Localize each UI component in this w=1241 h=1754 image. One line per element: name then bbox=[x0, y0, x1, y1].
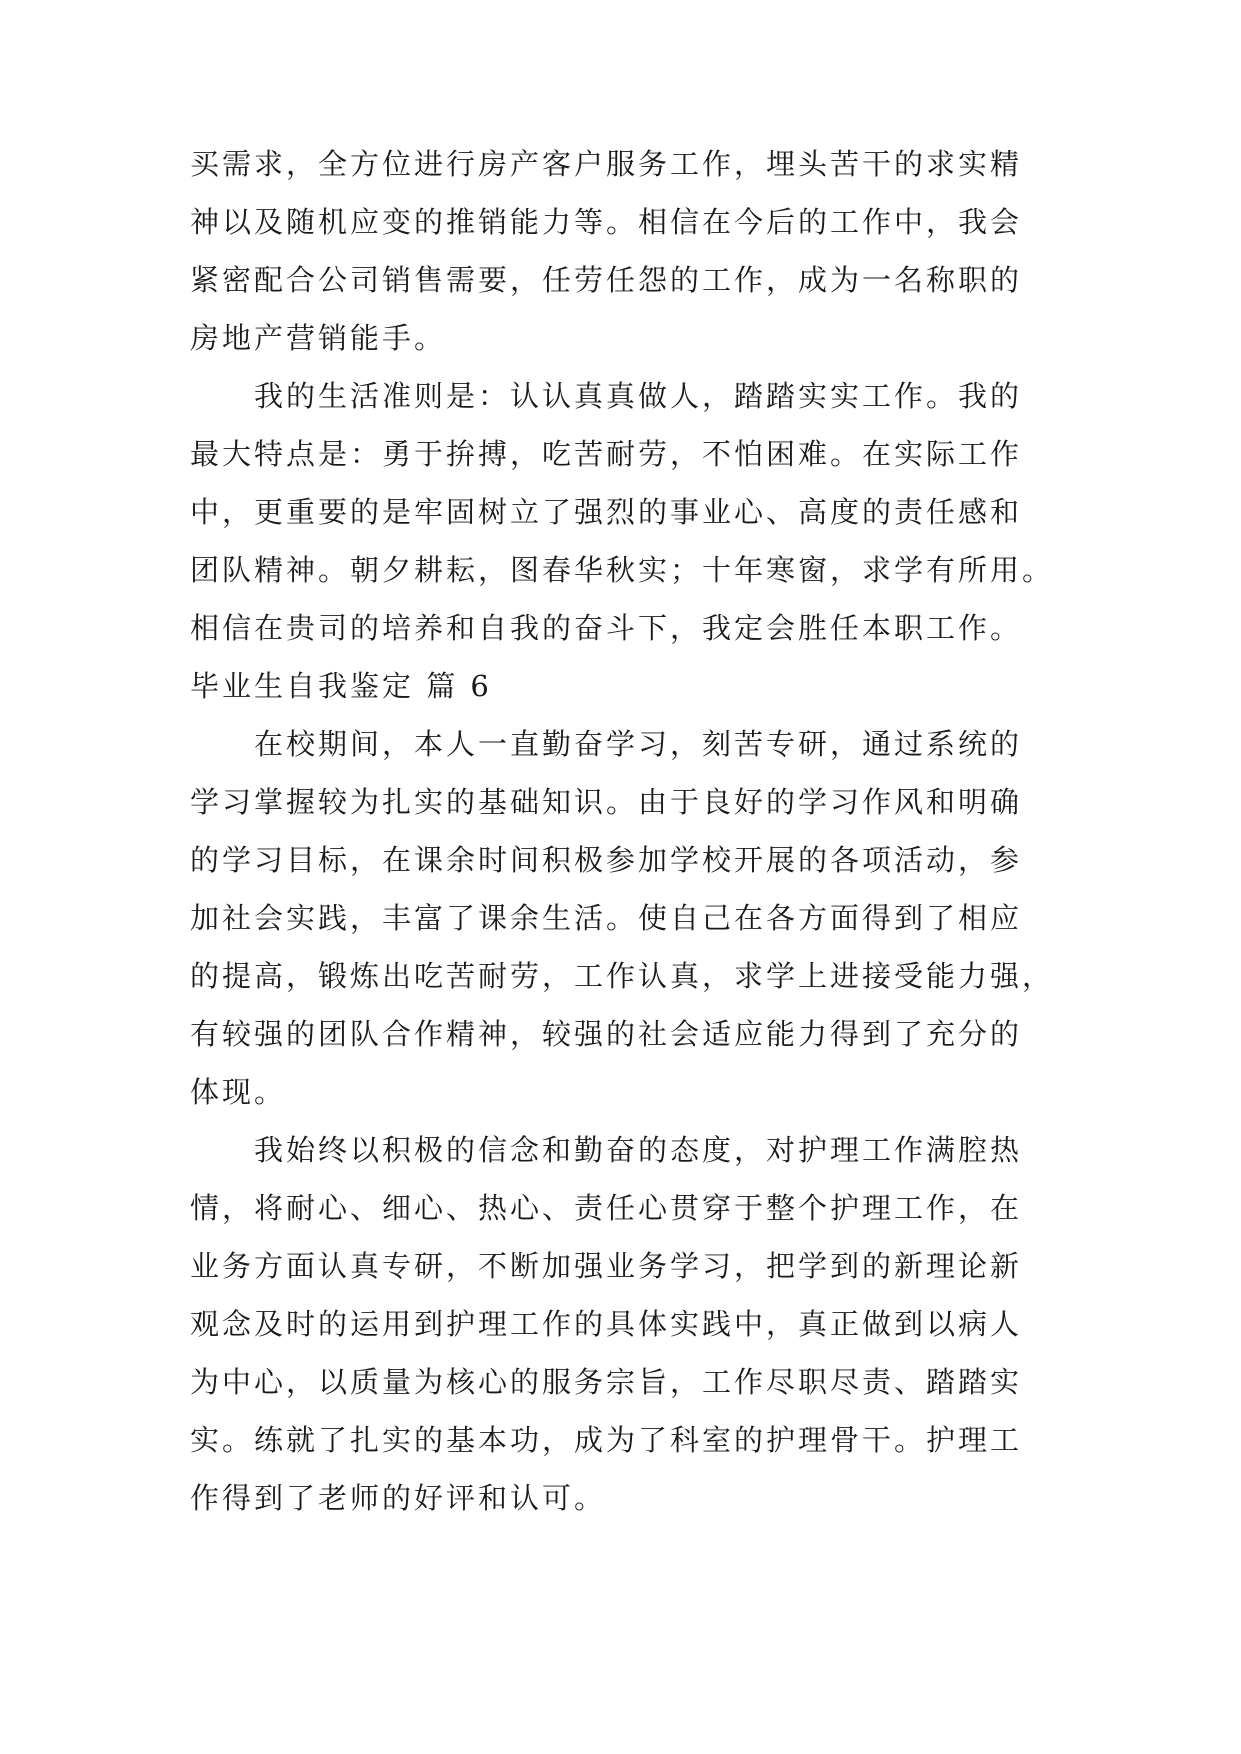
paragraph bbox=[190, 378, 1055, 668]
paragraph-line: 买需求，全方位进行房产客户服务工作，埋头苦干的求实精 bbox=[190, 147, 1023, 181]
document-body bbox=[190, 146, 1055, 1538]
paragraph-line: 情，将耐心、细心、热心、责任心贯穿于整个护理工作，在 bbox=[190, 1191, 1023, 1225]
paragraph-line: 中，更重要的是牢固树立了强烈的事业心、高度的责任感和 bbox=[190, 495, 1023, 529]
paragraph bbox=[190, 146, 1052, 378]
paragraph-line: 在校期间，本人一直勤奋学习，刻苦专研，通过系统的 bbox=[254, 727, 1023, 761]
paragraph-line: 业务方面认真专研，不断加强业务学习，把学到的新理论新 bbox=[190, 1249, 1023, 1283]
paragraph-line: 紧密配合公司销售需要，任劳任怨的工作，成为一名称职的 bbox=[190, 263, 1023, 297]
paragraph-line: 加社会实践，丰富了课余生活。使自己在各方面得到了相应 bbox=[190, 901, 1023, 935]
paragraph-line: 体现。 bbox=[190, 1075, 287, 1109]
paragraph-line: 团队精神。朝夕耕耘，图春华秋实；十年寒窗，求学有所用。 bbox=[190, 553, 1055, 587]
paragraph-line: 为中心，以质量为核心的服务宗旨，工作尽职尽责、踏踏实 bbox=[190, 1365, 1023, 1399]
paragraph-line: 我始终以积极的信念和勤奋的态度，对护理工作满腔热 bbox=[254, 1133, 1023, 1167]
paragraph-line: 相信在贵司的培养和自我的奋斗下，我定会胜任本职工作。 bbox=[190, 611, 1023, 645]
paragraph bbox=[190, 1132, 1052, 1538]
paragraph-line: 学习掌握较为扎实的基础知识。由于良好的学习作风和明确 bbox=[190, 785, 1023, 819]
paragraph-line: 的学习目标，在课余时间积极参加学校开展的各项活动，参 bbox=[190, 843, 1023, 877]
paragraph-line: 作得到了老师的好评和认可。 bbox=[190, 1481, 607, 1515]
paragraph-line: 最大特点是：勇于拚搏，吃苦耐劳，不怕困难。在实际工作 bbox=[190, 437, 1023, 471]
paragraph-line: 房地产营销能手。 bbox=[190, 321, 447, 355]
paragraph-line: 观念及时的运用到护理工作的具体实践中，真正做到以病人 bbox=[190, 1307, 1023, 1341]
section-heading bbox=[190, 668, 1052, 726]
paragraph-line: 我的生活准则是：认认真真做人，踏踏实实工作。我的 bbox=[254, 379, 1023, 413]
paragraph-line: 有较强的团队合作精神，较强的社会适应能力得到了充分的 bbox=[190, 1017, 1023, 1051]
paragraph-line: 的提高，锻炼出吃苦耐劳，工作认真，求学上进接受能力强， bbox=[190, 959, 1055, 993]
paragraph-line: 神以及随机应变的推销能力等。相信在今后的工作中，我会 bbox=[190, 205, 1023, 239]
paragraph-line: 实。练就了扎实的基本功，成为了科室的护理骨干。护理工 bbox=[190, 1423, 1023, 1457]
paragraph bbox=[190, 726, 1055, 1132]
heading-text: 毕业生自我鉴定 篇 6 bbox=[190, 669, 492, 703]
